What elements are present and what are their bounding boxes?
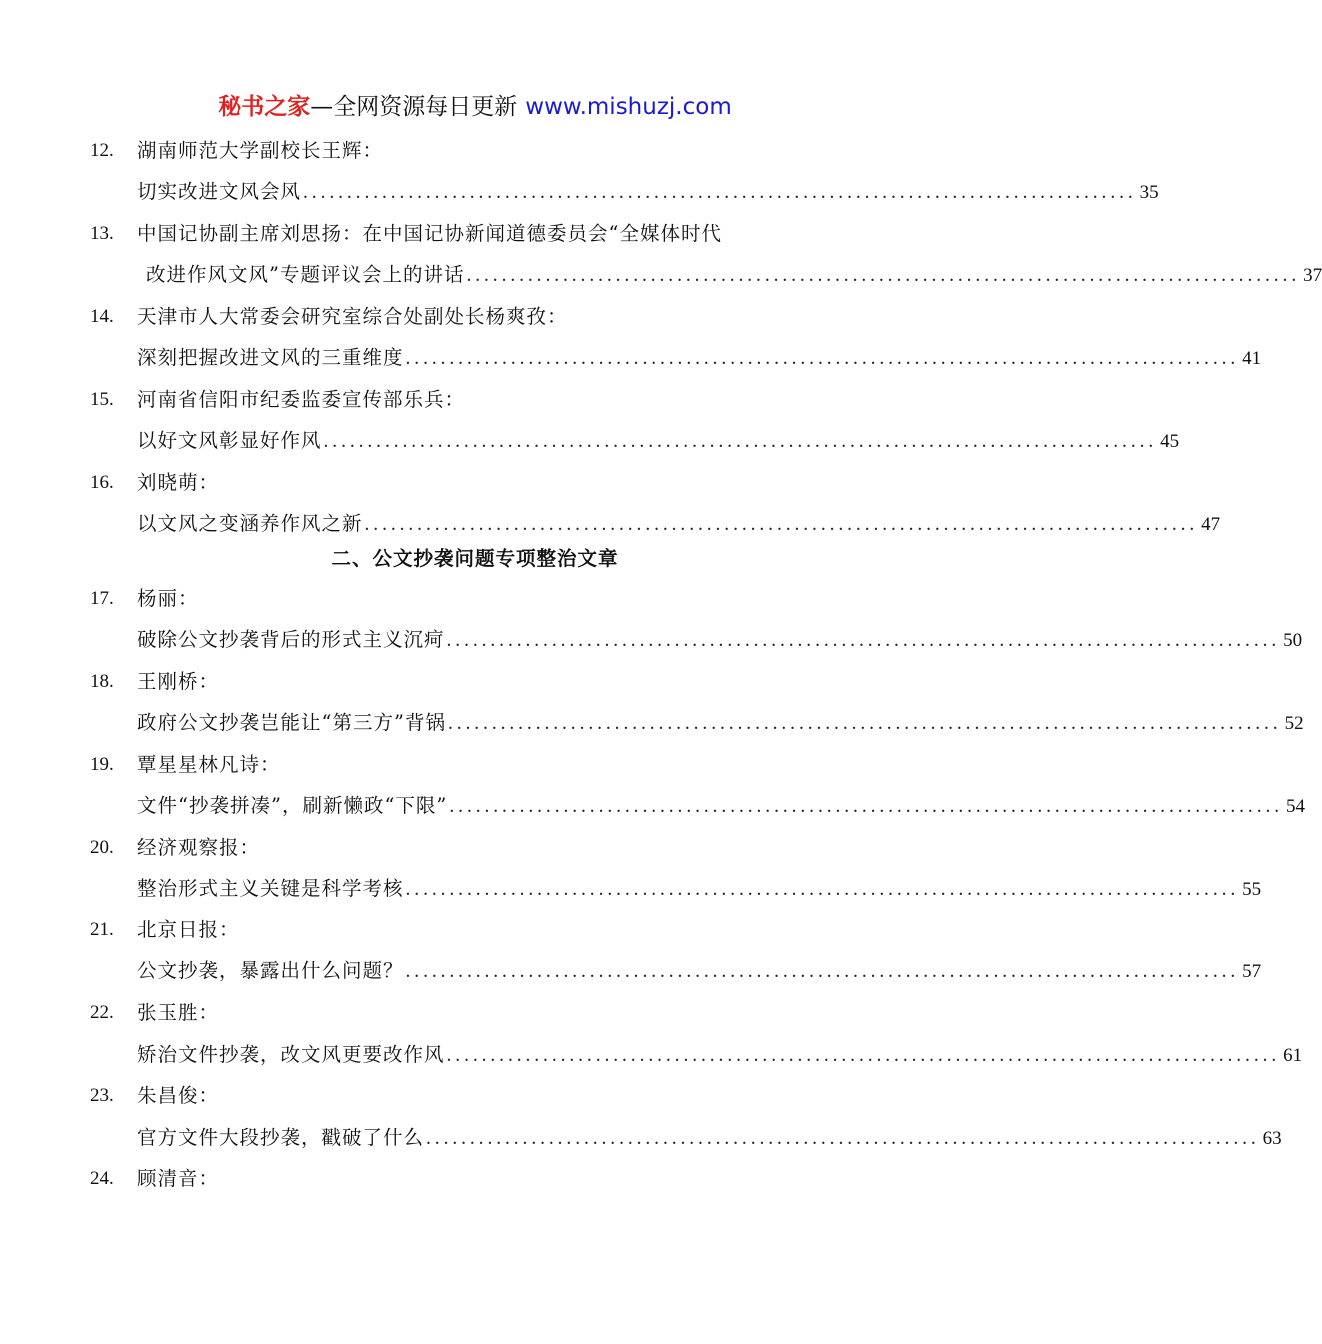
dot-leader: ............................................................................................... (446, 1045, 1281, 1066)
entry-title: 公文抄袭，暴露出什么问题？ (137, 959, 404, 982)
entry-page-number: 37 (1303, 265, 1322, 286)
toc-entry-author-line (0, 302, 950, 332)
toc-entry-title-line[interactable] (0, 177, 1159, 207)
entry-title: 政府公文抄袭岂能让“第三方”背锅 (137, 711, 446, 734)
entry-page-number: 41 (1242, 348, 1262, 369)
entry-page-number: 50 (1283, 630, 1303, 651)
entry-number: 13. (90, 223, 114, 244)
entry-author: 张玉胜： (137, 1001, 220, 1024)
toc-entry-author-line (0, 219, 950, 249)
entry-author: 湖南师范大学副校长王辉： (137, 139, 384, 162)
entry-author: 北京日报： (137, 918, 240, 941)
entry-page-number: 52 (1284, 713, 1304, 734)
toc-entry-author-line (0, 1164, 950, 1194)
dot-leader: ............................................................................................... (466, 265, 1301, 286)
dot-leader: ............................................................................................... (323, 431, 1158, 452)
dot-leader: ............................................................................................... (449, 796, 1284, 817)
toc-entry-title-line[interactable] (0, 1040, 1303, 1070)
entry-page-number: 35 (1139, 182, 1159, 203)
dot-leader: ............................................................................................... (405, 961, 1240, 982)
toc-entry-title-line[interactable] (0, 708, 1304, 738)
entry-page-number: 45 (1160, 431, 1180, 452)
dot-leader: ............................................................................................... (447, 713, 1282, 734)
entry-title: 改进作风文风”专题评议会上的讲话 (146, 263, 465, 286)
entry-title: 切实改进文风会风 (137, 180, 302, 203)
toc-entry-title-line[interactable] (0, 343, 1262, 373)
dot-leader: ............................................................................................... (405, 879, 1240, 900)
toc-entry-author-line (0, 1081, 950, 1111)
entry-page-number: 63 (1262, 1128, 1282, 1149)
toc-entry-author-line (0, 833, 950, 863)
entry-author: 刘晓萌： (137, 471, 220, 494)
entry-page-number: 54 (1286, 796, 1306, 817)
entry-number: 24. (90, 1168, 114, 1189)
entry-number: 15. (90, 389, 114, 410)
entry-title: 破除公文抄袭背后的形式主义沉疴 (137, 628, 445, 651)
entry-number: 17. (90, 588, 114, 609)
entry-author: 王刚桥： (137, 670, 220, 693)
entry-number: 12. (90, 140, 114, 161)
entry-author: 天津市人大常委会研究室综合处副处长杨爽孜： (137, 305, 568, 328)
entry-author: 覃星星林凡诗： (137, 753, 281, 776)
toc-entry-title-line[interactable] (0, 1123, 1282, 1153)
entry-title: 矫治文件抄袭，改文风更要改作风 (137, 1043, 445, 1066)
entry-author: 顾清音： (137, 1167, 220, 1190)
entry-page-number: 47 (1201, 514, 1221, 535)
toc-entry-title-line[interactable] (0, 426, 1180, 456)
dot-leader: ............................................................................................... (303, 182, 1137, 203)
toc-entry-author-line (0, 136, 950, 166)
entry-number: 21. (90, 919, 114, 940)
section-heading: 二、公文抄袭问题专项整治文章 (331, 547, 619, 570)
entry-title: 深刻把握改进文风的三重维度 (137, 346, 404, 369)
entry-title: 整治形式主义关键是科学考核 (137, 877, 404, 900)
entry-number: 14. (90, 306, 114, 327)
banner-brand: 秘书之家 (218, 94, 311, 120)
toc-entry-title-line[interactable] (0, 791, 1306, 821)
toc-entry-author-line (0, 584, 950, 614)
entry-author: 经济观察报： (137, 836, 261, 859)
banner-url[interactable]: www.mishuzj.com (525, 94, 732, 120)
entry-number: 23. (90, 1085, 114, 1106)
toc-entry-author-line (0, 385, 950, 415)
entry-author: 河南省信阳市纪委监委宣传部乐兵： (137, 388, 466, 411)
toc-entry-title-line[interactable] (0, 260, 1322, 290)
dot-leader: ............................................................................................... (426, 1128, 1260, 1149)
dot-leader: ............................................................................................... (405, 348, 1240, 369)
toc-entry-author-line (0, 750, 950, 780)
entry-title: 以好文风彰显好作风 (137, 429, 322, 452)
toc-entry-title-line[interactable] (0, 874, 1262, 904)
entry-title: 官方文件大段抄袭，戳破了什么 (137, 1126, 425, 1149)
dot-leader: ............................................................................................... (364, 514, 1199, 535)
entry-number: 19. (90, 754, 114, 775)
entry-number: 18. (90, 671, 114, 692)
toc-entry-title-line[interactable] (0, 625, 1303, 655)
toc-entry-author-line (0, 667, 950, 697)
entry-page-number: 57 (1242, 961, 1262, 982)
toc-entry-author-line (0, 915, 950, 945)
toc-entry-title-line[interactable] (0, 509, 1221, 539)
entry-number: 20. (90, 837, 114, 858)
dot-leader: ............................................................................................... (446, 630, 1281, 651)
entry-title: 文件“抄袭拼凑”，刷新懒政“下限” (137, 794, 448, 817)
entry-author: 朱昌俊： (137, 1084, 220, 1107)
entry-page-number: 61 (1283, 1045, 1303, 1066)
toc-entry-title-line[interactable] (0, 956, 1262, 986)
entry-page-number: 55 (1242, 879, 1262, 900)
toc-entry-author-line (0, 468, 950, 498)
entry-number: 16. (90, 472, 114, 493)
entry-title: 以文风之变涵养作风之新 (137, 512, 363, 535)
entry-author: 中国记协副主席刘思扬：在中国记协新闻道德委员会“全媒体时代 (137, 222, 722, 245)
entry-author: 杨丽： (137, 587, 199, 610)
entry-number: 22. (90, 1002, 114, 1023)
banner-slogan: —全网资源每日更新 (310, 94, 518, 120)
toc-entry-author-line (0, 998, 950, 1028)
